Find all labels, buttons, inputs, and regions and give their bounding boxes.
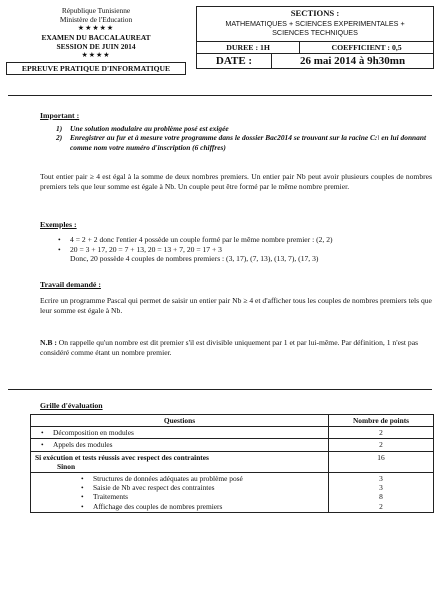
question-cell (31, 439, 329, 451)
bullet-icon: • (58, 235, 61, 244)
example-item (58, 235, 430, 245)
divider-top (8, 95, 432, 96)
republic-line: République Tunisienne (61, 6, 131, 15)
header-left (6, 6, 186, 75)
bullet-icon: • (81, 492, 84, 502)
question-text: Si exécution et tests réussis avec respect des contraintes (35, 452, 209, 462)
epreuve-title: EPREUVE PRATIQUE D'INFORMATIQUE (6, 62, 186, 75)
date-label: DATE : (197, 54, 272, 68)
exemples-list (58, 235, 430, 264)
points-cell (329, 473, 434, 513)
nb-text: On rappelle qu'un nombre est dit premier s'il est divisible uniquement par 1 et par lui-même. Par définition, 1 n'est pas considéré comme étant un nombre premier. (40, 338, 419, 357)
grille-label: Grille d'évaluation (40, 401, 103, 410)
question-text: Appels des modules (53, 440, 113, 450)
date-value: 26 mai 2014 à 9h30mn (299, 54, 406, 67)
important-item (56, 133, 430, 152)
exemples-label: Exemples : (40, 220, 77, 229)
question-text: Structures de données adéquates au problème posé (93, 474, 243, 484)
table-row (31, 473, 434, 513)
bullet-icon: • (81, 501, 84, 511)
points-cell: 2 (329, 427, 434, 439)
question-text: Traitements (93, 492, 129, 502)
points-value: 2 (379, 501, 383, 511)
table-row (31, 427, 434, 439)
important-label: Important : (40, 111, 80, 120)
duree-coef-row (197, 41, 433, 53)
bullet-icon: • (41, 440, 44, 450)
sinon-text: Sinon (57, 461, 76, 471)
duree: DUREE : 1H (197, 42, 300, 53)
question-cell (31, 427, 329, 439)
sections-list-1: MATHEMATIQUES + SCIENCES EXPERIMENTALES + (225, 18, 405, 28)
question-text: Saisie de Nb avec respect des contraintes (93, 483, 215, 493)
stars-decoration: ★★★★★ (77, 24, 115, 32)
question-cell (31, 451, 329, 472)
item-text: Une solution modulaire au problème posé est exigée (70, 124, 229, 133)
item-number: 2) (56, 133, 63, 143)
sections-box (197, 7, 433, 41)
bullet-icon: • (81, 483, 84, 493)
sections-title: SECTIONS : (290, 8, 340, 18)
header-right-box (196, 6, 434, 69)
col-questions: Questions (31, 415, 329, 427)
stars-decoration-2: ★★★★ (81, 51, 111, 59)
travail-text: Ecrire un programme Pascal qui permet de saisir un entier pair Nb ≥ 4 et d'afficher tous les couples de nombres premiers tels que leur somme est égale à Nb. (40, 296, 432, 315)
nb-label: N.B : (40, 338, 57, 347)
points-cell: 2 (329, 439, 434, 451)
ministry-line: Ministère de l'Education (59, 15, 133, 24)
important-item (56, 124, 430, 133)
bullet-icon: • (58, 244, 61, 254)
bullet-icon: • (41, 428, 44, 438)
exam-line: EXAMEN DU BACCALAUREAT (41, 33, 151, 42)
col-points: Nombre de points (329, 415, 434, 427)
example-text: 20 = 3 + 17, 20 = 7 + 13, 20 = 13 + 7, 20 = 17 + 3 (70, 244, 222, 254)
table-header-row (31, 415, 434, 427)
nb-note (40, 338, 432, 357)
points-cell: 16 (329, 451, 434, 472)
item-number: 1) (56, 124, 63, 133)
points-value: 3 (379, 483, 383, 493)
date-row (197, 53, 433, 68)
table-row (31, 439, 434, 451)
divider-mid (8, 389, 432, 390)
example-text: 4 = 2 + 2 donc l'entier 4 possède un couple formé par le même nombre premier : (2, 2) (70, 235, 333, 244)
item-text: Enregistrer au fur et à mesure votre programme dans le dossier Bac2014 se trouvant sur la racine C:\ en lui donnant comme nom votre numéro d'inscription (6 chiffres) (70, 133, 427, 152)
coefficient: COEFFICIENT : 0,5 (331, 42, 402, 52)
sections-list-2: SCIENCES TECHNIQUES (272, 28, 358, 37)
travail-label: Travail demandé : (40, 280, 101, 289)
important-list (56, 124, 430, 152)
points-value: 8 (379, 492, 383, 502)
points-value: 3 (379, 474, 383, 484)
evaluation-table (30, 414, 434, 513)
question-cell (31, 473, 329, 513)
example-item (58, 245, 430, 255)
session-line: SESSION DE JUIN 2014 (56, 42, 136, 51)
question-text: Affichage des couples de nombres premiers (93, 501, 223, 511)
table-row (31, 451, 434, 472)
bullet-icon: • (81, 474, 84, 484)
example-conclusion: Donc, 20 possède 4 couples de nombres premiers : (3, 17), (7, 13), (13, 7), (17, 3) (70, 254, 319, 264)
intro-paragraph: Tout entier pair ≥ 4 est égal à la somme de deux nombres premiers. Un entier pair Nb peut avoir plusieurs couples de nombres premiers tels que leur somme est égale à Nb. Un couple peut être formé par le même nombre premier. (40, 172, 432, 191)
question-text: Décomposition en modules (53, 428, 134, 438)
